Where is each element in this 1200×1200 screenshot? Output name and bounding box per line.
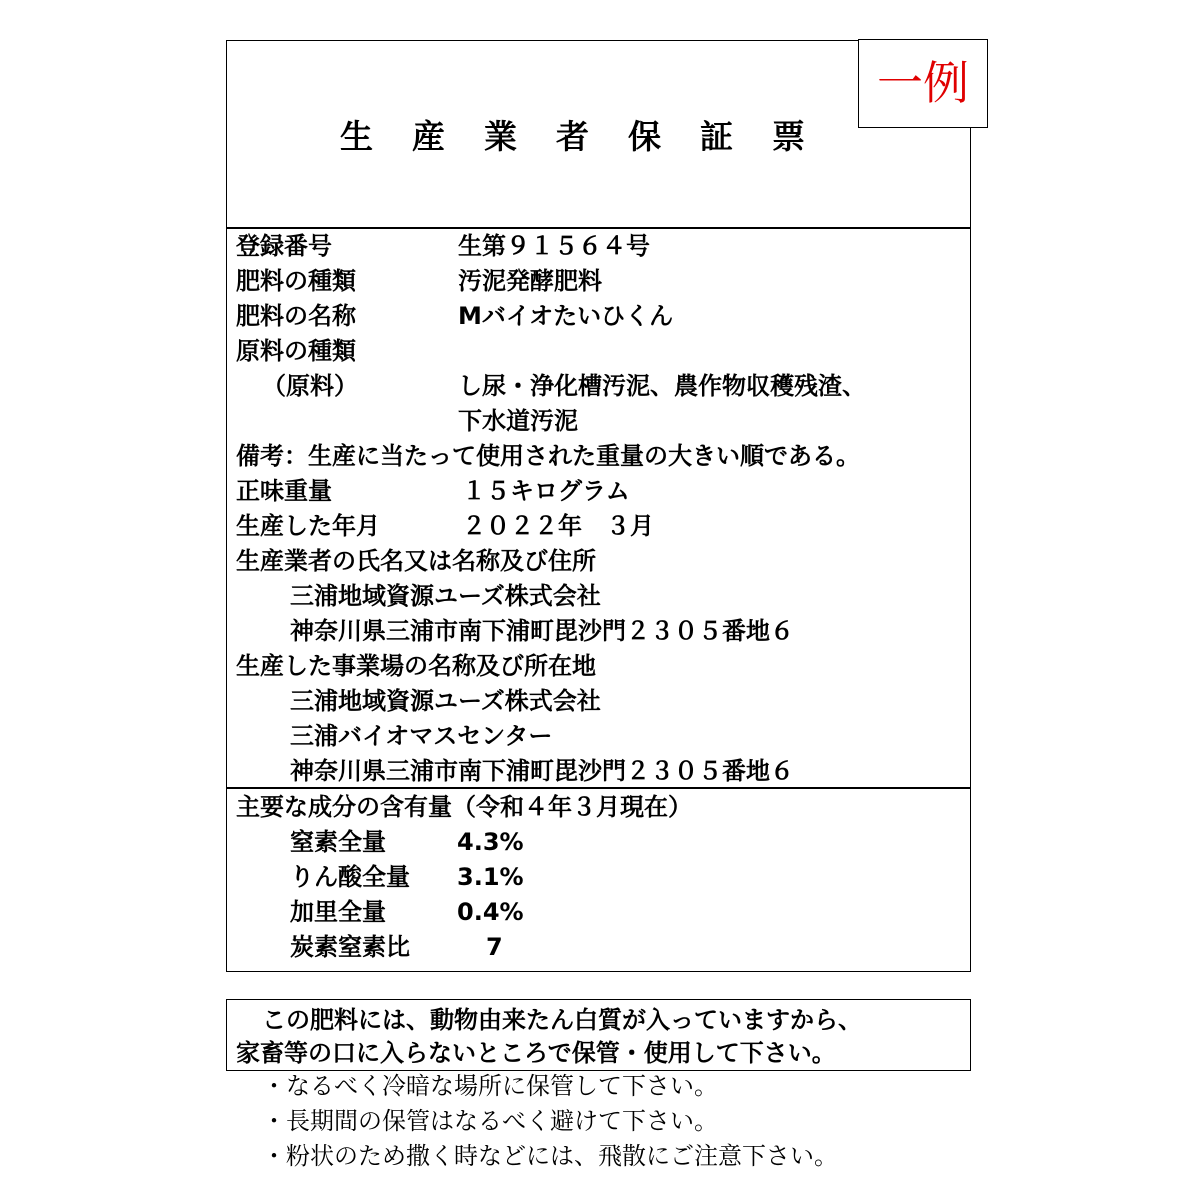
producer-address: 神奈川県三浦市南下浦町毘沙門２３０５番地６ — [290, 617, 794, 645]
net-weight-label: 正味重量 — [236, 477, 332, 505]
raw-material-value-2: 下水道汚泥 — [458, 407, 578, 435]
fertilizer-type-label: 肥料の種類 — [236, 267, 356, 295]
raw-material-sublabel: （原料） — [262, 372, 358, 400]
net-weight-value: １５キログラム — [462, 477, 630, 505]
component-value: 7 — [486, 933, 503, 961]
site-address: 神奈川県三浦市南下浦町毘沙門２３０５番地６ — [290, 757, 794, 785]
component-label: 炭素窒素比 — [290, 933, 410, 961]
title-char: 産 — [412, 117, 445, 156]
header-divider — [226, 227, 971, 229]
component-label: 窒素全量 — [290, 828, 386, 856]
example-stamp: 一例 — [858, 39, 988, 128]
site-label: 生産した事業場の名称及び所在地 — [236, 652, 596, 680]
component-value: 4.3% — [457, 828, 524, 856]
title-char: 生 — [340, 117, 373, 156]
storage-note: ・なるべく冷暗な場所に保管して下さい。 — [262, 1072, 718, 1100]
title-char: 票 — [772, 117, 805, 156]
component-value: 0.4% — [457, 898, 524, 926]
storage-note: ・粉状のため撒く時などには、飛散にご注意下さい。 — [262, 1142, 838, 1170]
production-date-value: ２０２２年 ３月 — [462, 512, 654, 540]
registration-label: 登録番号 — [236, 232, 332, 260]
components-heading: 主要な成分の含有量（令和４年３月現在） — [236, 793, 692, 821]
component-value: 3.1% — [457, 863, 524, 891]
site-name: 三浦バイオマスセンター — [290, 722, 553, 750]
raw-material-value-1: し尿・浄化槽汚泥、農作物収穫残渣、 — [458, 372, 866, 400]
fertilizer-type-value: 汚泥発酵肥料 — [458, 267, 602, 295]
fertilizer-name-value: Mバイオたいひくん — [458, 302, 674, 330]
note: 備考：生産に当たって使用された重量の大きい順である。 — [236, 442, 860, 470]
raw-material-label: 原料の種類 — [236, 337, 356, 365]
site-company: 三浦地域資源ユーズ株式会社 — [290, 687, 601, 715]
fertilizer-name-label: 肥料の名称 — [236, 302, 356, 330]
warning-line-2: 家畜等の口に入らないところで保管・使用して下さい。 — [236, 1039, 836, 1067]
production-date-label: 生産した年月 — [236, 512, 380, 540]
producer-label: 生産業者の氏名又は名称及び住所 — [236, 547, 596, 575]
page-title — [340, 112, 860, 162]
title-char: 業 — [484, 117, 517, 156]
title-char: 者 — [556, 117, 589, 156]
title-char: 保 — [628, 117, 661, 156]
producer-name: 三浦地域資源ユーズ株式会社 — [290, 582, 601, 610]
storage-note: ・長期間の保管はなるべく避けて下さい。 — [262, 1107, 718, 1135]
registration-value: 生第９１５６４号 — [458, 232, 650, 260]
warning-line-1: この肥料には、動物由来たん白質が入っていますから、 — [262, 1006, 862, 1034]
title-char: 証 — [700, 117, 733, 156]
components-divider — [226, 787, 971, 789]
component-label: りん酸全量 — [290, 863, 410, 891]
component-label: 加里全量 — [290, 898, 386, 926]
